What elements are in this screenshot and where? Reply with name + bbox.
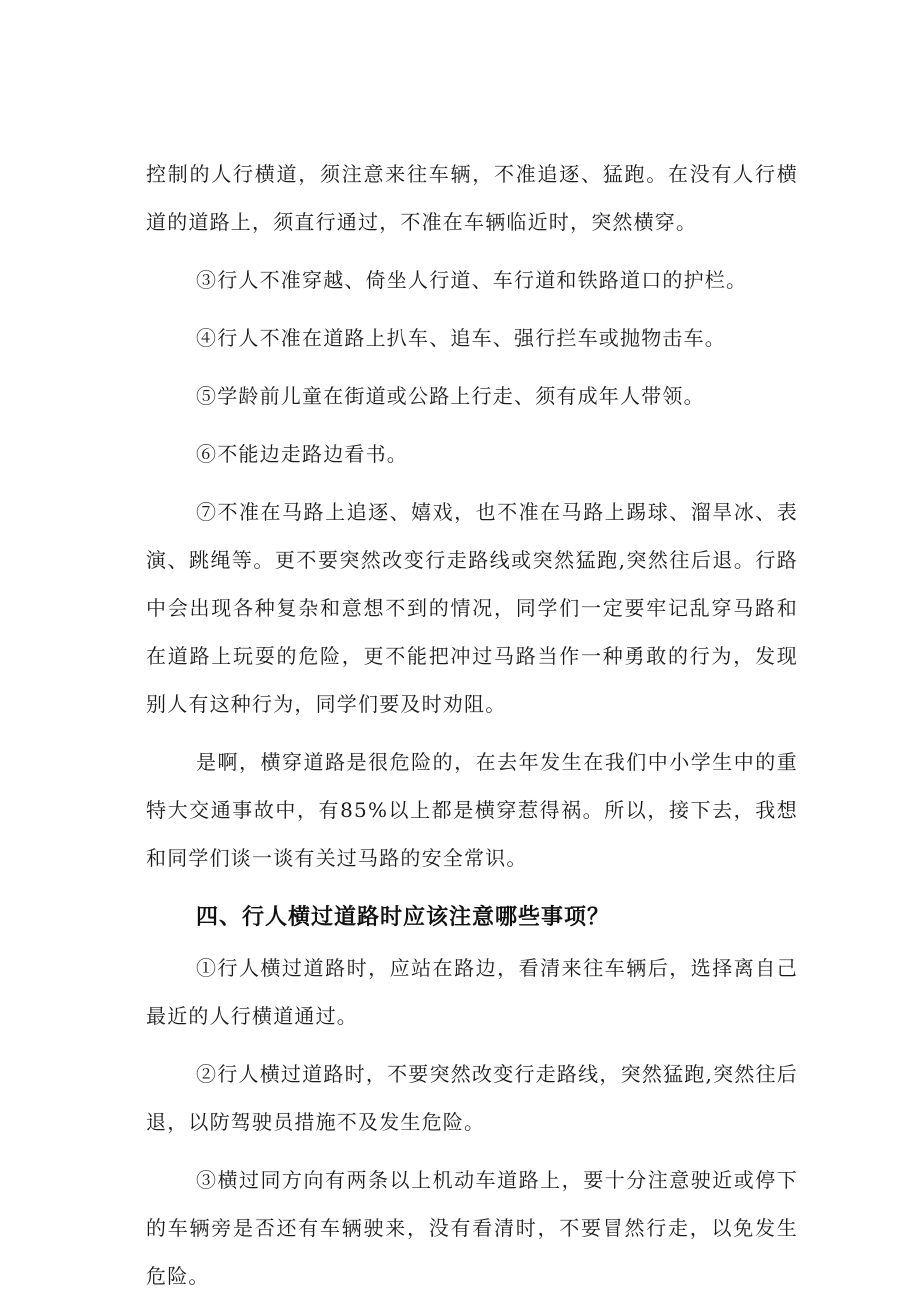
paragraph-rule-3-railings: ③行人不准穿越、倚坐人行道、车行道和铁路道口的护栏。 (196, 268, 748, 292)
paragraph-rule-7-playing: ⑦不准在马路上追逐、嬉戏，也不准在马路上踢球、溜旱冰、表演、跳绳等。更不要突然改变行走路线或突然猛跑,突然往后退。行路中会出现各种复杂和意想不到的情况，同学们一定要牢记乱穿马路和在道路上玩耍的危险，更不能把冲过马路当作一种勇敢的行为，发现别人有这种行为，同学们要及时劝阻。 (146, 500, 798, 716)
paragraph-statistics: 是啊，横穿道路是很危险的，在去年发生在我们中小学生中的重特大交通事故中，有85%以上都是横穿惹得祸。所以，接下去，我想和同学们谈一谈有关过马路的安全常识。 (146, 750, 798, 870)
paragraph-crossing-3: ③横过同方向有两条以上机动车道路上，要十分注意驶近或停下的车辆旁是否还有车辆驶来，没有看清时，不要冒然行走，以免发生危险。 (146, 1168, 798, 1288)
document-body (146, 150, 798, 1310)
paragraph-crosswalk-continuation: 控制的人行横道，须注意来往车辆，不准追逐、猛跑。在没有人行横道的道路上，须直行通过，不准在车辆临近时，突然横穿。 (146, 162, 798, 234)
paragraph-rule-4-vehicles: ④行人不准在道路上扒车、追车、强行拦车或抛物击车。 (196, 326, 726, 350)
paragraph-rule-6-reading: ⑥不能边走路边看书。 (196, 442, 408, 466)
paragraph-crossing-2: ②行人横过道路时，不要突然改变行走路线，突然猛跑,突然往后退，以防驾驶员措施不及发生危险。 (146, 1062, 798, 1134)
paragraph-rule-5-children: ⑤学龄前儿童在街道或公路上行走、须有成年人带领。 (196, 384, 705, 408)
section-heading: 四、行人横过道路时应该注意哪些事项？ (196, 905, 611, 930)
paragraph-crossing-1: ①行人横过道路时，应站在路边，看清来往车辆后，选择离自己最近的人行横道通过。 (146, 956, 798, 1028)
